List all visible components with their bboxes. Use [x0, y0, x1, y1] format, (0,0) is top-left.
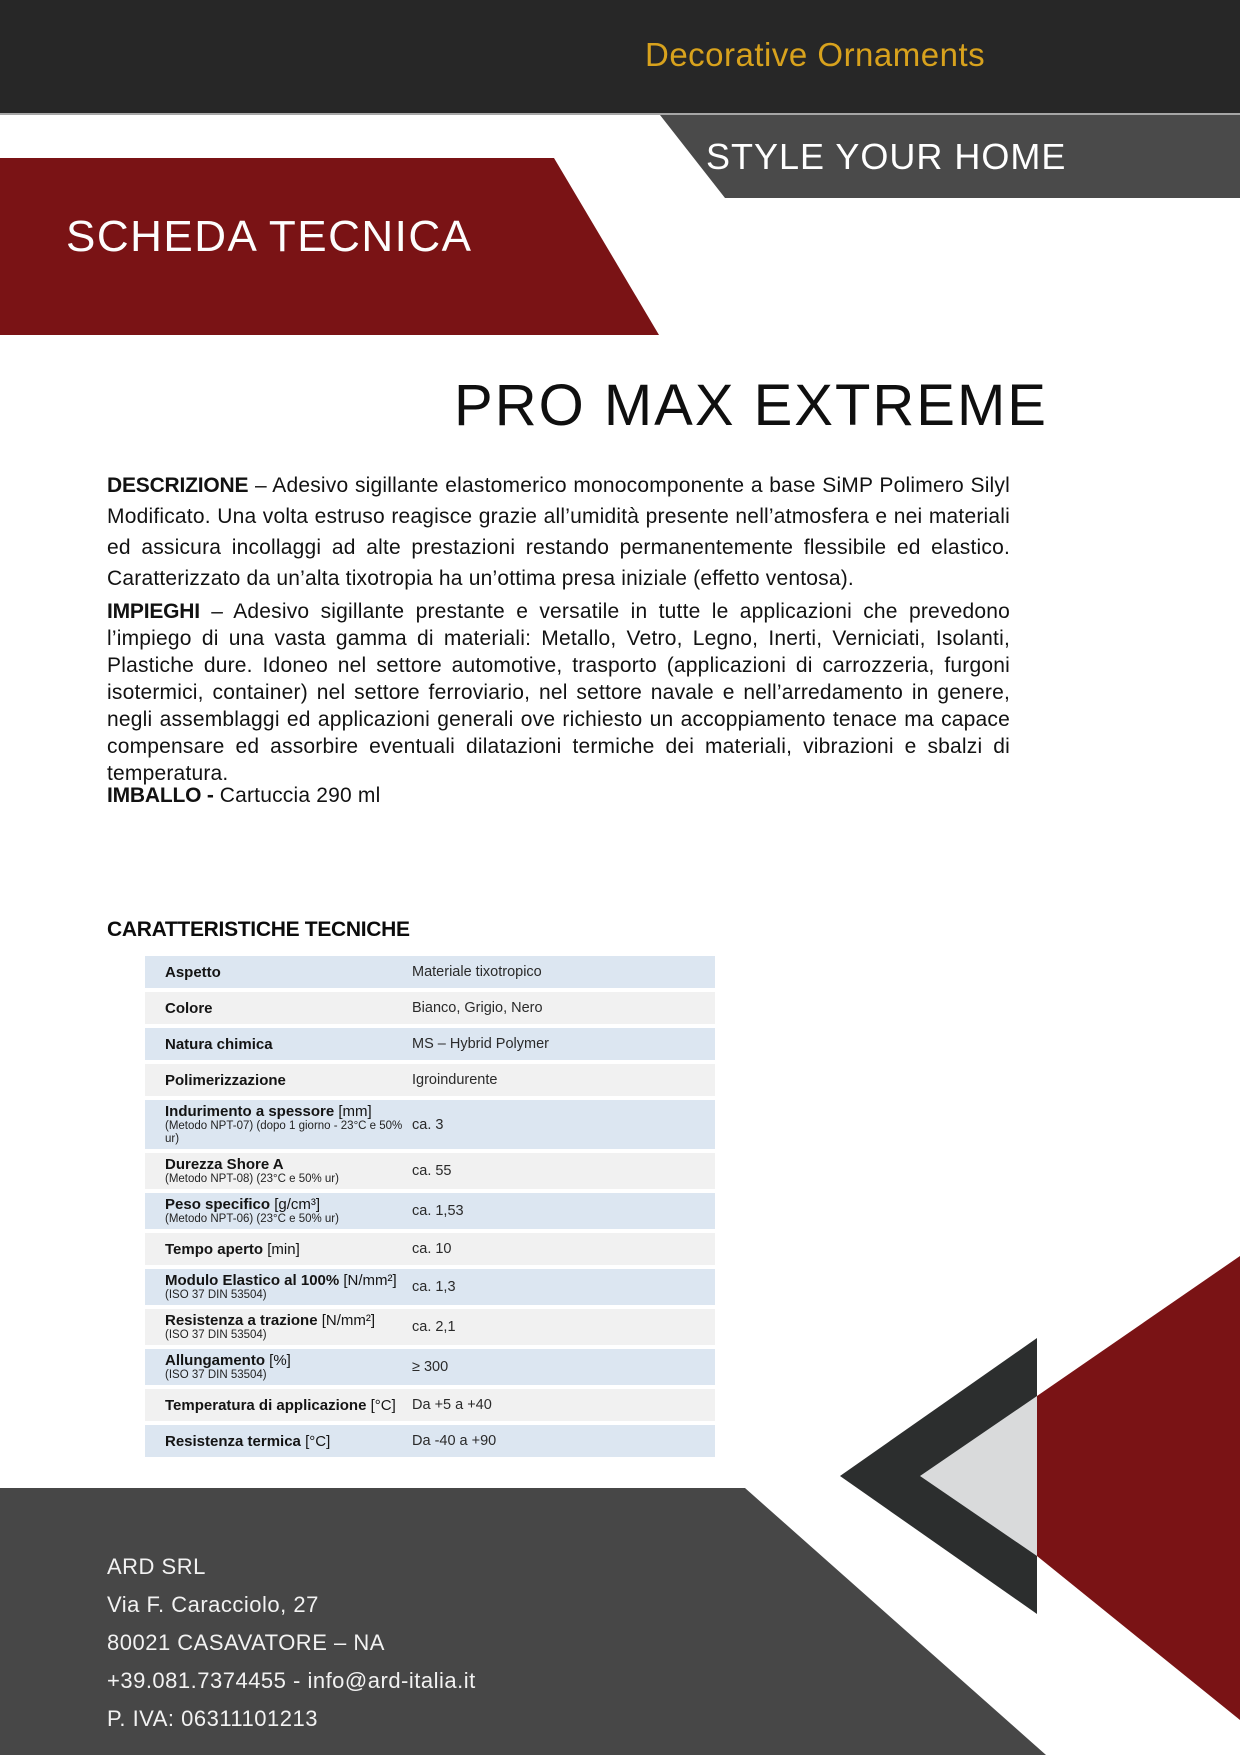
table-row-indurimento: Indurimento a spessore [mm] (Metodo NPT-07) (dopo 1 giorno - 23°C e 50% ur) ca. 3	[145, 1100, 715, 1149]
table-value: Da +5 a +40	[412, 1397, 492, 1413]
brand-name: Decorative Ornaments	[645, 36, 986, 73]
table-value: MS – Hybrid Polymer	[412, 1036, 549, 1052]
table-row-modulo-elastico: Modulo Elastico al 100% [N/mm²] (ISO 37 DIN 53504) ca. 1,3	[145, 1269, 715, 1305]
table-value: Igroindurente	[412, 1072, 498, 1088]
section-text-descrizione: – Adesivo sigillante elastomerico monocomponente a base SiMP Polimero Silyl Modificato. Una volta estruso reagisce grazie all’umidità presente nell’atmosfera e nei materiali ed assicura incollaggi ad alte prestazioni restando permanentemente flessibile ed elastico. Caratterizzato da un’alta tixotropia ha un’ottima presa iniziale (effetto ventosa).	[107, 474, 1010, 590]
footer-street: Via F. Caracciolo, 27	[107, 1592, 319, 1617]
table-value: ca. 1,53	[412, 1203, 464, 1219]
table-value: ≥ 300	[412, 1359, 449, 1375]
table-value: Materiale tixotropico	[412, 964, 542, 980]
table-row-temperatura-applicazione: Temperatura di applicazione [°C] Da +5 a +40	[145, 1389, 715, 1421]
technical-table	[145, 956, 715, 1461]
footer-city: 80021 CASAVATORE – NA	[107, 1630, 385, 1655]
table-row-polimerizzazione: Polimerizzazione Igroindurente	[145, 1064, 715, 1096]
section-text-imballo: Cartuccia 290 ml	[219, 784, 381, 807]
table-value: ca. 2,1	[412, 1319, 456, 1335]
section-text-impieghi: – Adesivo sigillante prestante e versatile in tutte le applicazioni che prevedono l’impiego di una vasta gamma di materiali: Metallo, Vetro, Legno, Inerti, Verniciati, Isolanti, Plastiche dure. Idoneo nel settore automotive, trasporto (applicazioni di carrozzeria, furgoni isotermici, container) nel settore ferroviario, nel settore navale e nell’arredamento in genere, negli assemblaggi ed applicazioni generali ove richiesto un accoppiamento tenace ma capace compensare ed assorbire eventuali dilatazioni termiche dei materiali, vibrazioni e sbalzi di temperatura.	[107, 600, 1010, 785]
table-row-durezza: Durezza Shore A (Metodo NPT-08) (23°C e 50% ur) ca. 55	[145, 1153, 715, 1189]
table-row-resistenza-trazione: Resistenza a trazione [N/mm²] (ISO 37 DIN 53504) ca. 2,1	[145, 1309, 715, 1345]
table-row-resistenza-termica: Resistenza termica [°C] Da -40 a +90	[145, 1425, 715, 1457]
table-row-aspetto: Aspetto Materiale tixotropico	[145, 956, 715, 988]
table-value: Da -40 a +90	[412, 1433, 497, 1449]
section-descrizione	[107, 470, 1010, 594]
section-label-descrizione: DESCRIZIONE	[107, 474, 249, 497]
section-impieghi	[107, 598, 1010, 787]
section-imballo	[107, 782, 1010, 809]
brand-tagline: STYLE YOUR HOME	[706, 136, 1067, 177]
table-value: ca. 1,3	[412, 1279, 456, 1295]
section-label-impieghi: IMPIEGHI	[107, 600, 200, 623]
table-row-peso-specifico: Peso specifico [g/cm³] (Metodo NPT-06) (23°C e 50% ur) ca. 1,53	[145, 1193, 715, 1229]
table-row-colore: Colore Bianco, Grigio, Nero	[145, 992, 715, 1024]
footer-contacts: +39.081.7374455 - info@ard-italia.it	[107, 1668, 476, 1693]
footer-contact-block	[107, 1548, 476, 1738]
top-bar-divider	[0, 113, 1240, 115]
table-row-tempo-aperto: Tempo aperto [min] ca. 10	[145, 1233, 715, 1265]
table-row-allungamento: Allungamento [%] (ISO 37 DIN 53504) ≥ 300	[145, 1349, 715, 1385]
table-value: ca. 55	[412, 1163, 452, 1179]
maroon-corner-shape	[1037, 1256, 1240, 1720]
product-title: PRO MAX EXTREME	[454, 373, 1048, 438]
table-value: Bianco, Grigio, Nero	[412, 1000, 543, 1016]
table-row-natura-chimica: Natura chimica MS – Hybrid Polymer	[145, 1028, 715, 1060]
top-bar-shape	[0, 0, 1240, 113]
document-type-banner: SCHEDA TECNICA	[66, 212, 473, 261]
table-heading: CARATTERISTICHE TECNICHE	[107, 918, 410, 941]
table-value: ca. 3	[412, 1116, 444, 1133]
footer-company: ARD SRL	[107, 1554, 206, 1579]
section-label-imballo: IMBALLO -	[107, 784, 214, 807]
footer-vat: P. IVA: 06311101213	[107, 1706, 318, 1731]
table-value: ca. 10	[412, 1241, 452, 1257]
